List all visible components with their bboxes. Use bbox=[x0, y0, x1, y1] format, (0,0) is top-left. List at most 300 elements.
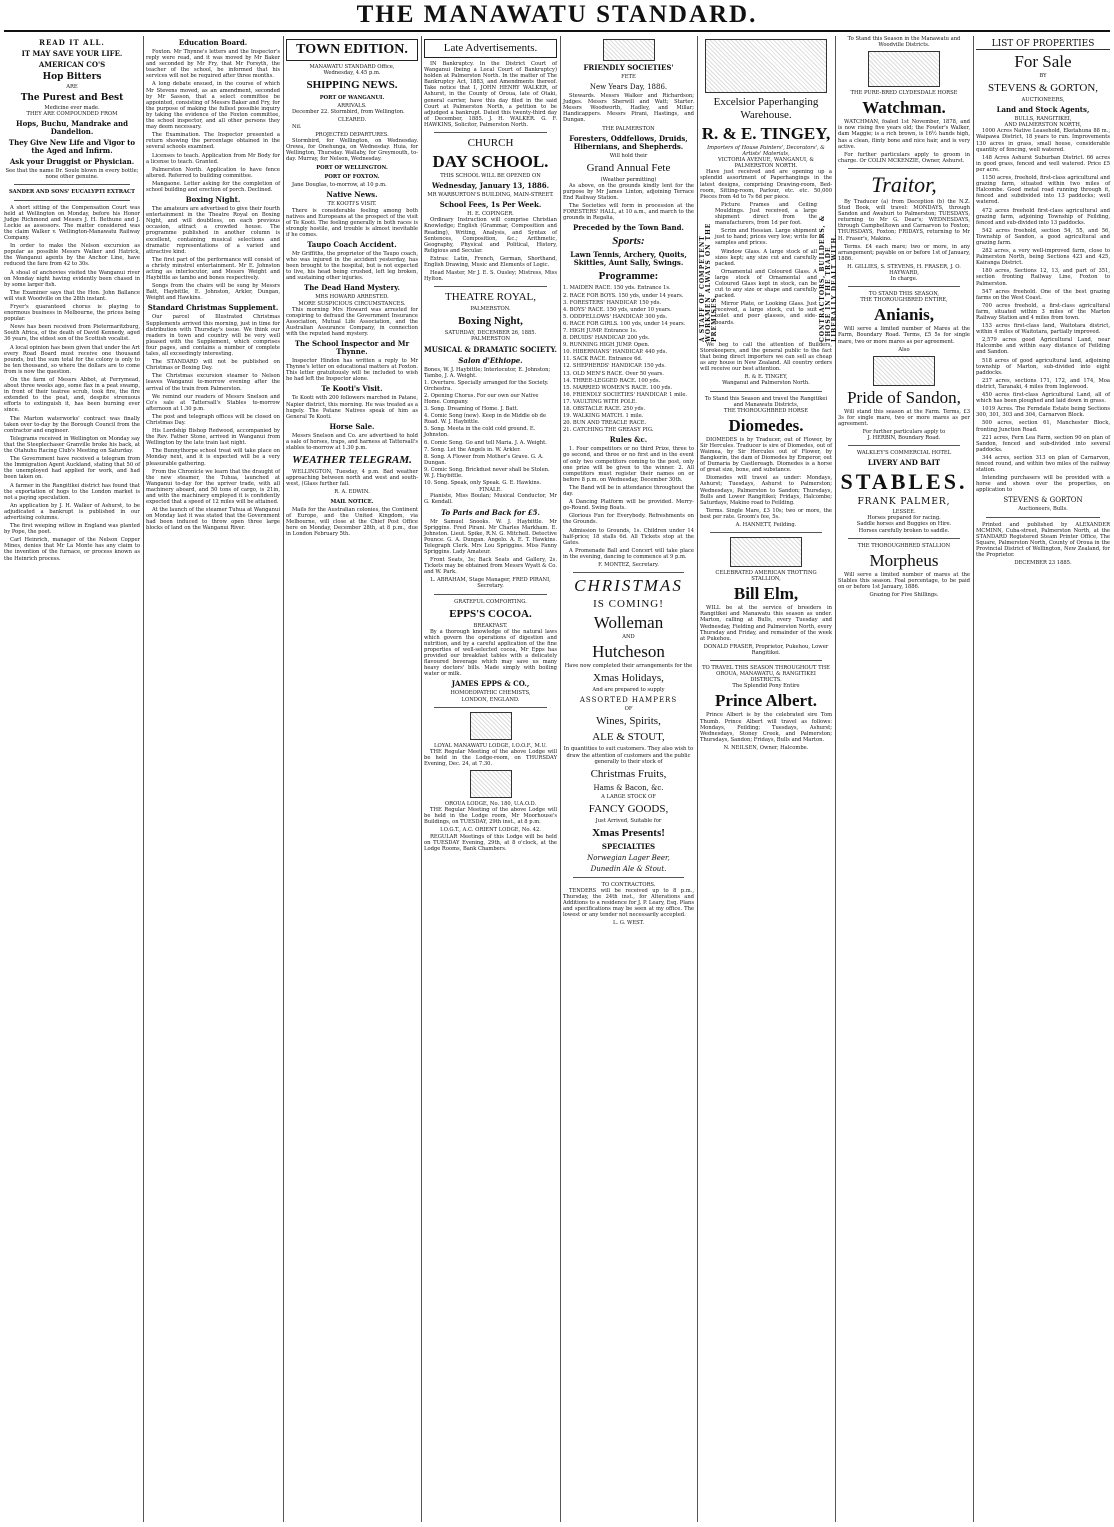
event-item: 18. OBSTACLE RACE. 250 yds. bbox=[563, 406, 646, 412]
news-paragraph: The Christmas excursion steamer to Nelson leaves Wanganui to-morrow evening after the arrival of the train from Palmerston. bbox=[146, 373, 280, 392]
programme-item: 5. Song. Meeta in the cold cold ground. E. Johnston. bbox=[424, 426, 536, 439]
ad-ingredients: Hops, Buchu, Mandrake and Dandelion. bbox=[15, 119, 129, 137]
column-rule bbox=[560, 36, 561, 1522]
ad-text: PALMERSTON bbox=[470, 336, 510, 343]
news-paragraph: Our parcel of Illustrated Christmas Supplements arrived this morning, just in time for distribution with Thursday's issue. We think our readers in town and country will be very well pleased with the Supplement, which comprises four pages, and contains a number of complete tales, all exceedingly interesting. bbox=[146, 314, 280, 358]
property-listing: 148 Acres Ashurst Suburban District. 66 acres in good grass, fenced and well watered. Price £5 per acre. bbox=[976, 154, 1110, 173]
ad-text: BREAKFAST. bbox=[473, 622, 508, 629]
event-item: 10. HIBERNIANS' HANDICAP. 440 yds. bbox=[563, 349, 668, 356]
news-paragraph: Carl Heinrich, manager of the Nelson Copper Mines, denies that Mr La Monte has any claim to the invention of the furnace, or process known as the Heinrich process. bbox=[4, 537, 140, 562]
programme-item: 3. Song. Dreaming of Home. J. Batt. bbox=[424, 406, 519, 413]
ad-paragraph: As above, on the grounds kindly lent for the purpose by Mr James Linton, adjoining Terrace End Railway Station. bbox=[563, 182, 694, 202]
event-item: 17. VAULTING WITH POLE. bbox=[563, 398, 637, 405]
signature: Wanganui and Palmerston North. bbox=[722, 380, 810, 387]
ad-headline: Watchman. bbox=[862, 98, 946, 118]
ad-text: Auctioneers, Bulls. bbox=[1018, 506, 1068, 513]
signature: DONALD FRASER, Proprietor, Pukehou, Lower Rangitikei. bbox=[703, 643, 829, 656]
ad-text: LOYAL MANAWATU LODGE, I.O.O.F., M.U. bbox=[434, 742, 547, 749]
news-paragraph: His Lordship Bishop Redwood, accompanied by the Rev. Father Stone, arrived in Wanganui from Wellington by the late train last night. bbox=[146, 428, 280, 447]
column-2 bbox=[146, 36, 280, 1522]
ad-text: Grazing for Five Shillings. bbox=[869, 592, 939, 599]
column-rule bbox=[421, 36, 422, 1522]
ad-text: THIS SCHOOL WILL BE OPENED ON bbox=[440, 173, 541, 180]
programme-item: 10. Song. Speak, only Speak. G. E. Hawkins. bbox=[424, 480, 542, 487]
trotting-horse-icon bbox=[730, 537, 802, 567]
news-paragraph: WELLINGTON, Tuesday, 4 p.m. Bad weather approaching between north and west and south-west, (Glass further fall. bbox=[286, 469, 418, 488]
programme-item: 7. Song. Let the Angels in. W. Arkler. bbox=[424, 446, 521, 453]
ad-text: OF bbox=[624, 706, 633, 713]
masthead-rule bbox=[4, 30, 1110, 32]
ad-text: To Stand this Season and travel the Rangitikei and Manawatu Districts, bbox=[704, 395, 828, 408]
imprint-date: DECEMBER 23 1885. bbox=[1014, 560, 1072, 567]
property-listing: 1000 Acres Native Leasehold, Eketahuna 88 m., Waipawa District, 18 years to run. Improvements 130 acres in grass, small house, considerable quantity of fencing, well watered. bbox=[976, 128, 1110, 153]
subheading: MRS HOWARD ARRESTED. bbox=[315, 294, 389, 301]
property-listing: 344 acres, section 313 on plan of Carnarvon, fenced round, and within two miles of the railway station. bbox=[976, 454, 1110, 474]
ad-paragraph: Admission to Grounds, 1s. Children under 14 half-price; 18 stalls 6d. All Tickets stop at the Gates. bbox=[563, 527, 694, 546]
ad-paragraph: A Promenade Ball and Concert will take place in the evening, dancing to commence at 9 p.m. bbox=[563, 547, 694, 560]
ad-headline: Sports: bbox=[612, 235, 645, 248]
ad-headline: EPPS'S COCOA. bbox=[449, 607, 532, 620]
column-rule bbox=[697, 36, 698, 1522]
ad-paragraph: Will serve a limited number of mares at the Stables this season. Foal percentage, to be paid on or before 1st January, 1886. bbox=[838, 571, 970, 590]
ad-text: A LARGE STOCK OF bbox=[601, 793, 656, 800]
news-paragraph: The amateurs are advertised to give their fourth entertainment in the Theatre Royal on Boxing Night, and will doubtless, on each previous occasion, attract a crowded house. The programme published in another column is excellent, containing musical selections and dramatic representations of a varied and attractive kind. bbox=[146, 206, 280, 255]
event-item: 3. FORESTERS' HANDICAP. 150 yds. bbox=[563, 299, 662, 306]
subheading: MORE SUSPICIOUS CIRCUMSTANCES. bbox=[298, 300, 406, 307]
news-paragraph: The Bunnythorpe school treat will take place on Monday next, and it is expected will be a very pleasurable gathering. bbox=[146, 448, 280, 467]
column-5 bbox=[563, 36, 694, 1522]
ad-headline: Morpheus bbox=[869, 550, 939, 570]
property-listing: 500 acres, section 61, Manchester Block, fronting Junction Road. bbox=[976, 420, 1110, 433]
ad-headline: Land and Stock Agents, bbox=[996, 105, 1090, 115]
ad-paragraph: Mr Samuel Snooks. W. J. Haybittle. Mr Spriggins. Fred Pirani. Mr Charles Markham. E. Johnston. Lieut. Spike, R.N. G. Mitchell. Detective Pounce. G. A. Dungan. Angelo. A. E. T. Hawkins. Telegraph Clerk. Mrs Lou Spriggins. Miss Fanny Spriggins. Lady Amateur. bbox=[424, 518, 557, 555]
section-heading: MAIL NOTICE. bbox=[330, 498, 374, 505]
ad-headline: Hams & Bacon, &c. bbox=[593, 783, 664, 792]
tingey-goods bbox=[699, 201, 839, 342]
ad-text: HOMOEOPATHIC CHEMISTS, bbox=[450, 690, 531, 697]
column-7 bbox=[838, 36, 970, 1522]
ad-headline: Wolleman bbox=[593, 613, 664, 633]
ad-headline: Christmas Fruits, bbox=[590, 767, 667, 780]
news-paragraph: Telegrams received in Wellington on Monday say that the Steeplechaser Granville broke his back, at the Otahuhu Racing Club's Meeting on Saturday. bbox=[4, 435, 140, 455]
event-item: 5. ODDFELLOWS' HANDICAP. 300 yds. bbox=[563, 313, 668, 320]
news-paragraph: Jane Douglas, to-morrow, at 10 p.m. bbox=[292, 182, 387, 189]
news-paragraph: A short sitting of the Compensation Court was held at Wellington on Monday, before his Honor Judge Richmond and Messrs J. H. Bethune and J. Lockie as assessors. The matter considered was the claim Walker v. Wellington-Manawatu Railway Company. bbox=[4, 204, 140, 242]
news-paragraph: The STANDARD will not be published on Christmas or Boxing Day. bbox=[146, 359, 280, 372]
divider bbox=[710, 532, 822, 533]
ad-text: OROUA LODGE, No. 180, U.A.O.D. bbox=[444, 801, 537, 808]
ad-headline: For Sale bbox=[1014, 52, 1072, 71]
ad-paragraph: Extras: Latin, French, German, Shorthand, English Drawing, Music and Elements of Logic. bbox=[424, 255, 557, 268]
ad-headline: CHRISTMAS bbox=[574, 576, 683, 596]
ad-paragraph: Prince Albert is by the celebrated sire Tom Thumb. Prince Albert will travel as follows: Mondays, Feilding; Tuesdays, Ashurst; Wednesdays, Stoney Creek, and Palmerston; Thursdays, Sandon; Fridays, Bulls and Marton. bbox=[700, 712, 832, 743]
event-item: 7. HIGH JUMP. Entrance 1s. bbox=[563, 327, 638, 334]
signature: L. G. WEST. bbox=[612, 920, 645, 927]
ad-text: SATURDAY, DECEMBER 26, 1885. bbox=[444, 330, 537, 337]
ad-text: LONDON, ENGLAND. bbox=[461, 696, 520, 703]
ad-text: Will hold their bbox=[609, 152, 648, 159]
ad-paragraph: THE Regular Meeting of the above Lodge will be held in the Lodge-room, on THURSDAY Evening, Dec. 24, at 7.30. bbox=[424, 748, 557, 767]
ad-headline: Lawn Tennis, Archery, Quoits, Skittles, Aunt Sally, Swings. bbox=[570, 250, 687, 268]
signature: In charge. bbox=[890, 276, 918, 283]
ad-headline: To Paris and Back for £5. bbox=[441, 507, 540, 517]
ad-fees: School Fees, 1s Per Week. bbox=[439, 200, 542, 210]
divider bbox=[434, 707, 547, 708]
ad-paragraph: Stewards. Messrs Walker and Richardson; Judges. Messrs Sherwill and Watt; Starter. Messrs Woodworth, Hadley, and Millar; Handicappers. Messrs Pirani, Hastings, and Dungan. bbox=[563, 93, 694, 124]
ad-headline: Norwegian Lager Beer, bbox=[587, 853, 670, 862]
property-listing: 237 acres, sections 171, 172, and 174, Moa district, Taranaki, 4 miles from Inglewood. bbox=[976, 377, 1110, 390]
section-heading: Horse Sale. bbox=[329, 421, 375, 431]
ad-paragraph: Ordinary Instruction will comprise Christian Knowledge; English (Grammar, Composition and Reading), Writing, Analysis, and Syntax of Sentences, Composition, &c.; Arithmetic, Geography, Physical and Political, History, Religious and Secular. bbox=[424, 217, 557, 254]
ad-text: Also bbox=[898, 346, 910, 353]
divider bbox=[573, 572, 684, 573]
section-heading: Native News. bbox=[326, 190, 378, 200]
event-item: 1. MAIDEN RACE. 150 yds. Entrance 1s. bbox=[563, 285, 671, 292]
event-item: 13. OLD MEN'S RACE. Over 50 years. bbox=[563, 370, 664, 377]
ad-date: New Years Day, 1886. bbox=[589, 83, 668, 92]
property-listing: 518 acres of good agricultural land, adjoining township of Marton, sub-divided into eight paddocks. bbox=[976, 357, 1110, 376]
signature: J. HERBIN, Boundary Road. bbox=[867, 435, 941, 442]
lodge-emblem-icon bbox=[470, 712, 512, 740]
ad-paragraph: WILL be at the service of breeders in Rangitikei and Manawatu this season as under. Marton, calling at Bulls, every Tuesday and Wednesday, Fielding and Palmerston North, every Thursday and Friday, and remainder of the week at Pukehou. bbox=[700, 605, 832, 642]
ad-text: Medicine ever made. bbox=[44, 105, 100, 112]
programme-item: 1. Overture. Specially arranged for the Society. Orchestra. bbox=[424, 379, 549, 392]
horse-icon bbox=[873, 356, 935, 386]
ad-text: THEY ARE COMPOUNDED FROM bbox=[26, 111, 118, 118]
ad-headline: Bill Elm, bbox=[733, 584, 799, 604]
column-3 bbox=[286, 36, 418, 1522]
ad-headline: Anianis, bbox=[874, 305, 934, 325]
ad-headline: LIST OF PROPERTIES bbox=[976, 39, 1110, 50]
ad-text: H. E. COPINGER. bbox=[467, 211, 514, 218]
ad-headline: JAMES EPPS & CO., bbox=[451, 679, 530, 689]
section-heading: The Dead Hand Mystery. bbox=[304, 283, 400, 293]
signature: R. & E. TINGEY, bbox=[744, 374, 788, 381]
ad-paragraph: For further particulars apply to groom in charge. Or COLIN MCKENZIE, Owner, Ashurst. bbox=[838, 151, 970, 164]
divider bbox=[848, 286, 960, 287]
section-heading: Te Kooti's Visit. bbox=[321, 384, 383, 394]
ad-paragraph: TENDERS will be received up to 8 p.m., Thursday, the 24th inst., for Alterations and Additions to a residence for J. P. Leary, Esq. Plans and specifications may be seen at my office. The lowest or any tender not necessarily accepted. bbox=[563, 888, 694, 919]
news-paragraph: Palmerston North. Application to have fence altered. Referred to building committee. bbox=[146, 166, 280, 179]
programme-item: 2. Opening Chorus. For our own our Native Home. Company. bbox=[424, 392, 539, 405]
ad-headline: Wines, Spirits, bbox=[596, 715, 661, 728]
ad-headline: STEVENS & GORTON, bbox=[987, 82, 1099, 95]
section-heading: Boxing Night. bbox=[185, 195, 241, 205]
news-paragraph: Fryer's quaranteed chorus is playing to enormous business in Melbourne, the prices being popular. bbox=[4, 303, 140, 323]
ad-text: Saddle horses and Buggies on Hire. bbox=[856, 521, 952, 528]
column-rule bbox=[143, 36, 144, 1522]
ad-text: ARE bbox=[66, 84, 78, 90]
ad-headline: FRANK PALMER, bbox=[857, 497, 951, 508]
programme-item: 6. Comic Song. Go and tell Maria. J. A. Weight. bbox=[424, 439, 547, 446]
event-item: 15. MARRIED WOMEN'S RACE. 100 yds. bbox=[563, 384, 673, 391]
divider bbox=[848, 445, 960, 446]
column-1 bbox=[4, 36, 140, 1522]
ad-paragraph: By a thorough knowledge of the natural laws which govern the operations of digestion and nutrition, and by a careful application of the fine properties of well-selected cocoa, Mr Epps has provided our breakfast tables with a delicately flavoured beverage which may save us many heavy doctors' bills. Made simply with boiling water or milk. bbox=[424, 628, 557, 678]
programme-item: 8. Song. A Flower from Mother's Grave. G. A. Dungan. bbox=[424, 453, 544, 466]
imprint: Printed and published by ALEXANDER MCMINN, Cuba-street, Palmerston North, at the STANDARD Registered Steam Printer Office, The Square, Palmerston North, County of Oroua in the Provincial District of Wellington, New Zealand, for the Proprietor. bbox=[976, 521, 1110, 558]
ad-paragraph: Mirror Plate, or Looking Glass. Just received, a large stock, cut to suit toilet and peer glasses, and side-boards. bbox=[715, 301, 817, 326]
subheading: PROJECTED DEPARTURES. bbox=[315, 131, 389, 138]
news-paragraph: The first weeping willow in England was planted by Pope, the poet. bbox=[4, 523, 140, 536]
signature: L. ABRAHAM, Stage Manager, FRED PIRANI, Secretary. bbox=[430, 577, 551, 590]
property-listing: 547 acres freehold. One of the best grazing farms on the West Coast. bbox=[976, 288, 1110, 301]
property-listing: 1150 acres, freehold, first-class agricultural and grazing farm, situated within two miles of Halcombe. Good metal road running through it, fenced and subdivided into 13 paddocks; well watered. bbox=[976, 175, 1110, 206]
news-paragraph: Stormbird, for Wellington, on Wednesday. Orewa, for Onehunga, on Wednesday. Huia, for Wellington, Thursday. Wallaby, for Greymouth, to-day. Murray, for Nelson, Wednesday. bbox=[286, 137, 418, 163]
news-paragraph: Inspector Hindon has written a reply to Mr Thynne's letter on educational matters at Foxton. This letter gratuitously will be included to wish he had left the Inspector alone. bbox=[286, 358, 418, 383]
ad-paragraph: Diomedes will travel as under: Mondays, Ashurst; Tuesdays, Ashurst to Palmerston; Wednesdays, Palmerston to Sandon; Thursdays, Bulls and Lower Rangitikei; Fridays, Halcombe; Saturdays, Makino road to Feilding. bbox=[700, 475, 832, 506]
ad-text: FETE bbox=[621, 74, 636, 80]
event-item: 6. RACE FOR GIRLS. 100 yds, under 14 years. bbox=[563, 320, 686, 327]
ad-headline: Salon d'Ethiope. bbox=[458, 355, 523, 365]
ad-paragraph: 1. Four competitors or no third Prize, three to go second, and three or no first and in the event of only two competitors coming to the post, only one prize will be given to the winner. 2. All competitors must register their names on or before 8 p.m. on Wednesday, December 30th. bbox=[563, 446, 694, 483]
section-heading: SHIPPING NEWS. bbox=[306, 79, 398, 92]
news-paragraph: Mr Griffiths, the proprietor of the Taupo coach, who was injured in the accident yesterday, has been brought to the hospital, but is not expected to live, his head being crushed, left leg broken, and sustaining other injuries. bbox=[286, 250, 418, 282]
ad-paragraph: Intending purchasers will be provided with a horse and shown over the properties, on application to bbox=[976, 475, 1110, 494]
news-paragraph: We remind our readers of Messrs Snelson and Co's sale at Tattersall's Stables to-morrow afternoon at 1.30 p.m. bbox=[146, 393, 280, 412]
property-listing: 1019 Acres. The Ferndale Estate being Sections 300, 301, 303 and 304, Carnarvon Block. bbox=[976, 406, 1110, 419]
event-item: 2. RACE FOR BOYS. 150 yds, under 14 years. bbox=[563, 292, 684, 299]
signature: H. GILLIES, S. STEVENS, H. FRASER, J. O. HAYWARD, bbox=[847, 263, 961, 276]
goods-list bbox=[715, 202, 817, 342]
ad-text: To Stand this Season in the Manawatu and Woodville Districts. bbox=[847, 36, 961, 49]
ad-headline: Prince Albert. bbox=[715, 691, 817, 711]
divider bbox=[434, 594, 547, 595]
ad-headline: ASSORTED HAMPERS bbox=[579, 696, 678, 705]
news-paragraph: A shoal of anchovies visited the Wanganui river on Monday night having evidently been chased in by some larger fish. bbox=[4, 269, 140, 288]
news-paragraph: The Examination. The Inspector presented a return showing the percentage obtained in the several schools examined. bbox=[146, 132, 280, 151]
ad-text: For further particulars apply to bbox=[862, 429, 946, 435]
ad-headline: LIVERY AND BAIT bbox=[867, 458, 941, 468]
column-8 bbox=[976, 36, 1110, 1522]
news-paragraph: The post and telegraph offices will be closed on Christmas Day. bbox=[146, 413, 280, 426]
ad-headline: Hutcheson bbox=[592, 642, 665, 662]
subheading: PORT OF FOXTON. bbox=[324, 174, 380, 181]
ad-text: (Weather permitting) bbox=[600, 176, 657, 183]
ad-headline: R. & E. TINGEY, bbox=[701, 124, 831, 143]
news-paragraph: An application by J. H. Walker of Ashurst, to be adjudicated a bankrupt is published in our advertising columns. bbox=[4, 502, 140, 521]
ad-headline: Preceded by the Town Band. bbox=[573, 223, 684, 233]
ad-text: THE PALMERSTON bbox=[602, 125, 655, 132]
programme-item: Bones, W. J. Haybittle; Interlocutor, E. Johnston; Tambo, J. A. Weight. bbox=[424, 366, 551, 379]
ad-paragraph: Front Seats, 3s; Back Seats and Gallery, 2s. Tickets may be obtained from Messrs Wyatt & Co. and W. Park. bbox=[424, 557, 557, 576]
ad-text: THE THOROUGHBRED HORSE bbox=[723, 407, 809, 414]
news-paragraph: At the launch of the steamer Tuhua at Wanganui on Monday last it was stated that the Government had been induced to throw open three large blocks of land on the Wanganui River. bbox=[146, 507, 280, 532]
ad-text: BY bbox=[1039, 73, 1047, 79]
news-paragraph: Mangaone. Letter asking for the completion of school building and erection of porch. Declined. bbox=[146, 180, 280, 193]
property-listing: 282 acres, a very well-improved farm, close to Palmerston North, being Sections 423 and 425, Kairanga District. bbox=[976, 248, 1110, 267]
ad-text: LESSEE. bbox=[892, 509, 916, 516]
ad-text: Importers of House Painters', Decorators', & Artists' Materials, bbox=[707, 145, 825, 158]
newspaper-title: THE MANAWATU STANDARD. bbox=[356, 1, 758, 28]
section-heading: Standard Christmas Supplement. bbox=[147, 303, 279, 313]
event-item: 11. SACK RACE. Entrance 6d. bbox=[563, 356, 643, 363]
news-paragraph: Nil. bbox=[292, 123, 302, 130]
ad-paragraph: Ornamental and Coloured Glass. A large stock of Ornamental and Coloured Glass kept in stock, can be cut to any size or shape and carefully packed. bbox=[715, 268, 817, 300]
property-listing: 472 acres freehold first-class agricultural and grazing farm, adjoining Township of Feilding, fenced and sub-divided into 13 paddocks. bbox=[976, 207, 1110, 226]
ad-headline: STABLES. bbox=[840, 469, 968, 495]
ad-paragraph: THE Regular Meeting of the above Lodge will be held in the Lodge room, Mr Moorhouse's Buildings, on TUESDAY, 29th inst., at 8 p.m. bbox=[424, 807, 557, 826]
event-item: 21. CATCHING THE GREASY PIG. bbox=[563, 427, 654, 434]
property-listing: 542 acres freehold, section 54, 55, and 56, Township of Sandon, a good agricultural and grazing farm. bbox=[976, 227, 1110, 246]
subheading: TO CONTRACTORS. bbox=[601, 881, 656, 888]
ad-text: THE PURE-BRED CLYDESDALE HORSE bbox=[850, 90, 958, 97]
ad-headline: SPECIALTIES bbox=[601, 841, 656, 851]
subheading: FINALE. bbox=[479, 487, 502, 494]
ad-paragraph: Terms. £4 each mare; two or more, in any arrangement; payable on or before 1st of January, 1886. bbox=[838, 243, 970, 262]
divider bbox=[986, 517, 1100, 518]
signature: N. NEILSEN, Owner, Halcombe. bbox=[723, 744, 809, 751]
ad-paragraph: Glorious Fun for Everybody. Refreshments on the Grounds. bbox=[563, 513, 694, 526]
divider bbox=[710, 660, 822, 661]
ad-tagline: The Purest and Best bbox=[20, 93, 124, 104]
column-4 bbox=[424, 36, 557, 1522]
news-paragraph: A local opinion has been given that under the Art every Road Board must receive one thousand pounds, but the sum total for the colony is only to be ten thousand, so where the dollars are to come from is now the question. bbox=[4, 344, 140, 375]
divider bbox=[434, 286, 547, 287]
ad-paragraph: Picture Frames and Ceiling Mouldings. Just received, a large shipment direct from the manufacturers, from 1d per foot. bbox=[715, 201, 817, 227]
ad-paragraph: DIOMEDES is by Traducer, out of Flower, by Sir Hercules. Traducer is sire of Diomedes, out of Waimea, by Sir Hercules out of Flower, by Bangkerin, the dam of Diomedes by Emperor, out of Dumaria by Castlereagh. Diomedes is a horse of great size, bone, and substance. bbox=[700, 436, 832, 474]
news-paragraph: This morning Mrs Howard was arrested for conspiring to defraud the Government Insurance Association, Mutual Life Association, and the Australian Assurance Company, in connection with the reputed hand mystery. bbox=[286, 306, 418, 337]
ad-paragraph: Window Glass. A large stock of all sizes kept; any size cut and carefully packed. bbox=[715, 248, 817, 267]
legal-notice: IN Bankruptcy. In the District Court of Wanganui (being a Local Court of Bankruptcy) holden at Palmerston North. In the matter of The Bankruptcy Act, 1883, and Amendments thereof. Take notice that I, JOHN HENRY WALKER, of Ashurst, in the County of Oroua, late of Otaki, general carrier, have this day filed in the said Court at Palmerston North, a petition to be adjudged a bankrupt. Dated this twenty-third day of December, 1885. J. H. WALKER. G. F. HAWKINS, Solicitor, Palmerston North. bbox=[424, 61, 557, 128]
event-item: 20. BUN AND TREACLE RACE. bbox=[563, 420, 647, 427]
ad-text: AND PALMERSTON NORTH, bbox=[1004, 122, 1082, 129]
event-item: 19. WALKING MATCH. 1 mile. bbox=[563, 413, 644, 420]
signature: A. HANNETT, Feilding. bbox=[735, 522, 797, 528]
ad-paragraph: We beg to call the attention of Builders, Storekeepers, and the general public to the fact that being direct importers we can sell as cheap as any house in New Zealand. All country orders will receive our best attention. bbox=[700, 341, 832, 373]
ad-paragraph: Will stand this season at the Farm. Terms, £3 3s for single mare, two or more mares as per agreement. bbox=[838, 408, 970, 427]
ad-headline: Xmas Presents! bbox=[592, 826, 665, 839]
ad-headline: Xmas Holidays, bbox=[593, 672, 664, 685]
news-paragraph: The first part of the performance will consist of a christy minstrel entertainment. Mr E. Johnston acting as interlocutor, and Messrs Weight and Haybittle as tambo and bones respectively. bbox=[146, 256, 280, 282]
ad-headline: FANCY GOODS, bbox=[588, 802, 669, 815]
ad-text: CELEBRATED AMERICAN TROTTING STALLION, bbox=[715, 570, 817, 583]
property-listing: 221 acres, Fern Lea Farm, section 90 on plan of Sandon, fenced and sub-divided into several paddocks. bbox=[976, 434, 1110, 453]
property-listing: 180 acres, Sections 12, 13, and part of 351, section fronting Railway Line, Foxton to Palmerston. bbox=[976, 268, 1110, 287]
news-paragraph: A farmer in the Rangitikei district has found that the exportation of hogs to the London market is not a paying speculation. bbox=[4, 482, 140, 501]
ad-brand: AMERICAN CO'S bbox=[38, 60, 106, 69]
ad-headline: Boxing Night, bbox=[458, 315, 523, 328]
ad-text: MR WARBURTON'S BUILDING, MAIN-STREET. bbox=[427, 192, 554, 199]
event-item: 4. BOYS' RACE. 150 yds, under 10 years. bbox=[563, 306, 672, 313]
ad-paragraph: In quantities to suit customers. They also wish to draw the attention of customers and the public generally to their stock of bbox=[563, 746, 694, 765]
news-paragraph: Mails for the Australian colonies, the Continent of Europe, and the United Kingdom, via Melbourne, will close at the Chief Post Office here on Monday, December 28th, at 8 p.m., due in London February 5th. bbox=[286, 506, 418, 537]
ad-headline: Diomedes. bbox=[728, 415, 804, 435]
divider bbox=[14, 184, 130, 185]
property-listing: 153 acres first-class land, Waitotara district, within 4 miles of Waitotara, partially improved. bbox=[976, 323, 1110, 336]
ad-headline: IT MAY SAVE YOUR LIFE. bbox=[21, 49, 123, 58]
ad-text: GRATEFUL COMFORTING. bbox=[454, 598, 527, 605]
ad-headline: Grand Annual Fete bbox=[586, 161, 671, 174]
news-paragraph: There is considerable feeling among both natives and Europeans at the prospect of the visit of Te Kooti. The feeling generally in both races is strongly hostile, and trouble is almost inevitable if he comes. bbox=[286, 207, 418, 238]
edition-date: Wednesday, 4.45 p.m. bbox=[323, 70, 381, 77]
ad-text: TO TRAVEL THIS SEASON THROUGHOUT THE OROUA, MANAWATU, & RANGITIKEI DISTRICTS. bbox=[702, 665, 830, 684]
ad-headline: Rules &c. bbox=[609, 435, 648, 445]
news-paragraph: In order to make the Nelson excursion as popular as possible Messrs Walker and Hatrick, the Wanganui agents by the Anchor Line, have reduced the fare from 42 to 30s. bbox=[4, 243, 140, 268]
news-paragraph: The Examiner says that the Hon. John Ballance will visit Woodville on the 28th instant. bbox=[4, 289, 140, 302]
lodge-emblem-icon bbox=[470, 770, 512, 798]
ad-paragraph: Head Master, Mr J. E. S. Ousley; Mistress, Miss Hylton. bbox=[424, 270, 557, 283]
event-item: 14. THREE-LEGGED RACE. 100 yds. bbox=[563, 377, 661, 384]
edition-office: MANAWATU STANDARD Office, bbox=[309, 64, 395, 70]
divider bbox=[848, 168, 960, 169]
subheading: PORT OF WELLINGTON. bbox=[316, 165, 388, 172]
programme-item: 4. Comic Song (new). Keep in de Middle ob de Road. W. J. Haybittle. bbox=[424, 413, 547, 426]
ad-text: THE THOROUGHBRED ENTIRE, bbox=[860, 297, 948, 304]
ad-headline: Pride of Sandon, bbox=[847, 387, 961, 407]
ad-paragraph: The Societies will form in procession at the FORESTERS' HALL, at 10 a.m., and march to the grounds in Regalia, bbox=[563, 203, 694, 222]
divider bbox=[434, 132, 547, 133]
divider bbox=[848, 538, 960, 539]
ad-text: AUCTIONEERS, bbox=[1021, 97, 1065, 104]
property-listing: 700 acres freehold, a first-class agricultural farm, situated within 3 miles of the Marton Railway Station and 4 miles from town. bbox=[976, 302, 1110, 321]
subheading: TE KOOTI'S VISIT. bbox=[327, 201, 377, 208]
column-rule bbox=[973, 36, 974, 1522]
ad-vertical-text: A STAFF OF COMPETENT WORKMEN ALWAYS ON THE PREMISES. bbox=[699, 222, 719, 342]
news-paragraph: A long debate ensued, in the course of which Mr Stevens moved, as an amendment, seconded by Mr Sasson, that a select committee be appointed, consisting of Messrs Baker and Fry, for the purpose of making the fullest possible inquiry by taking the evidence of the Foxton committee, the school inspector, and all other persons they may deem necessary. bbox=[146, 81, 280, 131]
ad-paragraph: Will serve a limited number of Mares at the Farm, Boundary Road. Terms, £5 5s for single mare, two or more mares as per agreement. bbox=[838, 326, 970, 345]
ad-claim: They Give New Life and Vigor to the Aged and Infirm. bbox=[8, 138, 136, 156]
news-paragraph: On the farm of Messrs Abbot, at Ferrymead, about three weeks ago, some flax in a peat swamp, in front of their teatree scrub, took fire, the fire extended to the peat, and, despite strenuous efforts to extinguish it, has been burning ever since. bbox=[4, 377, 140, 414]
news-paragraph: Messrs Snelson and Co. are advertised to hold a sale of horses, traps, and harness at Tattersall's stables to-morrow at 1.30 p.m. bbox=[286, 432, 418, 452]
news-paragraph: Te Kooti with 200 followers marched in Patane, Napier district, this morning. He was treated as a hugely. The Patane Natives speak of him as General Te Kooti. bbox=[286, 395, 418, 420]
ad-paragraph: Scrim and Hessian. Large shipment just to hand; prices very low; write for samples and prices. bbox=[715, 228, 817, 247]
ad-headline: SANDER AND SONS' EUCALYPTI EXTRACT bbox=[8, 189, 136, 196]
news-paragraph: Songs from the chairs will be sung by Messrs Batt, Haybittle, E. Johnston, Arkler, Dungan, Weight and Hawkins. bbox=[146, 283, 280, 302]
ad-text: WALKLEY'S COMMERCIAL HOTEL bbox=[856, 450, 952, 457]
ad-headline: ALE & STOUT, bbox=[592, 731, 665, 744]
ad-headline: FRIENDLY SOCIETIES' bbox=[583, 63, 674, 72]
subheading: ARRIVALS. bbox=[337, 103, 367, 110]
clydesdale-horse-icon bbox=[868, 51, 940, 87]
column-6 bbox=[699, 36, 839, 1522]
ad-text: Horses prepared for racing. bbox=[867, 515, 941, 522]
ad-text: AND bbox=[622, 634, 635, 641]
ad-headline: IS COMING! bbox=[593, 598, 664, 611]
ad-headline: Dunedin Ale & Stout. bbox=[590, 864, 667, 873]
ad-paragraph: A Dancing Platform will be provided. Merry-go-Round. Swing Boats. bbox=[563, 499, 694, 512]
divider bbox=[710, 391, 822, 392]
ad-paragraph: REGULAR Meetings of this Lodge will be held on TUESDAY Evening, 29th, at 8 o'clock, at the Lodge Rooms, Bank Chambers. bbox=[424, 833, 557, 852]
ad-paragraph: WATCHMAN, foaled 1st November, 1878, and is now rising five years old; the Fowler's Walker, dam Maggie; is a rich brown, is 16½ hands high, has a clean, flinty bone and nice hair, and is very active. bbox=[838, 119, 970, 150]
ad-date: Wednesday, January 13, 1886. bbox=[431, 181, 550, 191]
property-listing: 2,579 acres good Agricultural Land, near Halcombe and within easy distance of Feilding and Sandon. bbox=[976, 337, 1110, 356]
subheading: CLEARED. bbox=[337, 117, 367, 124]
ad-paragraph: Have just received and are opening up a splendid assortment of Paperhangings in the latest designs, comprising Drawing-room, Bed-room, Sitting-room, Parlour, etc. etc. 50,000 Pieces from 4d to 7s 6d per piece. bbox=[700, 169, 832, 200]
ad-text: The Splendid Pony Entire bbox=[732, 683, 800, 690]
section-heading: WEATHER TELEGRAM. bbox=[292, 454, 412, 467]
masthead bbox=[0, 0, 1114, 30]
subheading: PORT OF WANGANUI. bbox=[319, 95, 385, 102]
ad-headline: Foresters, Oddfellows, Druids, Hibernians, and Shepherds. bbox=[569, 133, 688, 151]
ad-paragraph: Pianiste, Miss Boulan; Musical Conductor, Mr G. Kendall. bbox=[424, 493, 557, 506]
ad-headline: Traitor, bbox=[871, 171, 937, 197]
ad-paragraph: By Traducer (a) from Deception (b) the N.Z. Stud Book, will travel: MONDAYS, through Sandon and Awahuri to Palmerston; TUESDAYS, returning to Mr G. Dear's; WEDNESDAYS, through Campbelltown and Carnarvon to Foxton; THURSDAYS, Foxton; FRIDAYS, returning to Mr H. Fraser's, Makino. bbox=[838, 198, 970, 242]
ad-vertical-text: CONTRACTORS, BUILDERS, & THOSE IN THE TRADE LIBERALLY DEALT WITH. bbox=[819, 214, 839, 342]
ad-text: See that the name Dr. Soule blown in every bottle; none other genuine. bbox=[5, 168, 139, 181]
ad-text: Horses carefully broken to saddle. bbox=[858, 527, 950, 534]
ad-headline: THEATRE ROYAL, bbox=[444, 291, 537, 304]
news-paragraph: News has been received from Pietermaritzburg, South Africa, of the death of David Kennedy, aged 36 years, the eldest son of the Scottish vocalist. bbox=[4, 324, 140, 343]
events-list bbox=[563, 285, 694, 433]
ad-ask: Ask your Druggist or Physician. bbox=[9, 157, 135, 167]
ad-paragraph: The Band will be in attendance throughout the day. bbox=[563, 484, 694, 498]
event-item: 16. FRIENDLY SOCIETIES' HANDICAP. 1 mile. bbox=[563, 391, 688, 398]
society-emblem-icon bbox=[603, 39, 655, 61]
ad-headline: READ IT ALL. bbox=[39, 38, 105, 47]
news-paragraph: Foxton. Mr Thynne's letters and the Inspector's reply were read, and it was moved by Mr Baker and seconded by Mr Fry, that Mr Forsyth, the teacher of the school, be informed that his services will not be required after three months. bbox=[146, 49, 280, 80]
ad-text: PALMERSTON. bbox=[470, 306, 511, 313]
